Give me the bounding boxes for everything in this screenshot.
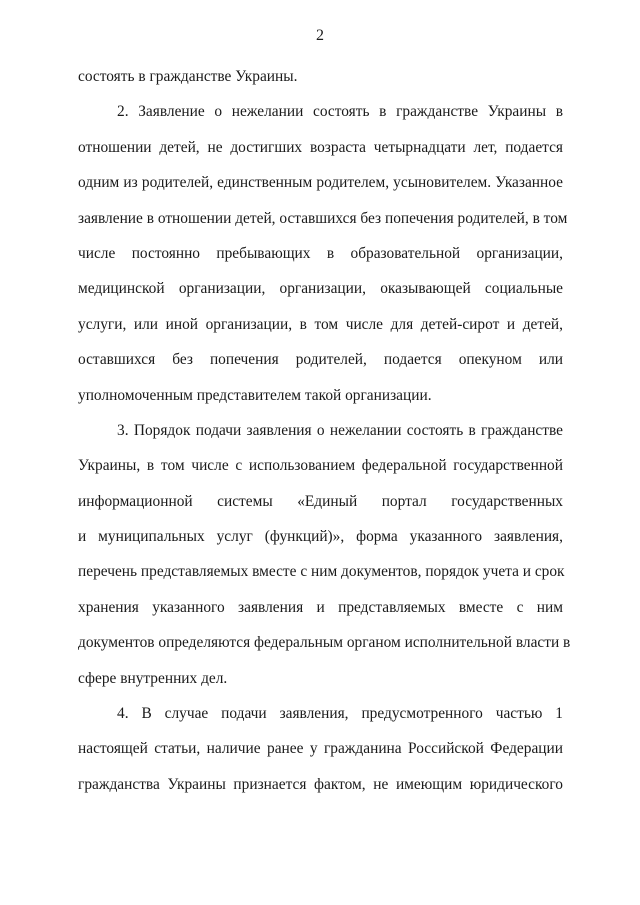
document-body (78, 68, 571, 811)
paragraph-2 (78, 103, 568, 422)
page-number: 2 (316, 27, 324, 44)
text-line: информационной системы «Единый портал государственных (78, 492, 563, 510)
text-line: документов определяются федеральным органом исполнительной власти в (78, 634, 571, 652)
paragraph-4 (78, 705, 563, 811)
text-line: состоять в гражданстве Украины. (78, 68, 298, 85)
text-line: услуги, или иной организации, в том числе для детей-сирот и детей, (78, 315, 563, 333)
text-line: сфере внутренних дел. (78, 669, 228, 687)
text-line: перечень представляемых вместе с ним документов, порядок учета и срок (78, 563, 565, 581)
text-line: оставшихся без попечения родителей, подается опекуном или (78, 351, 563, 369)
text-line: отношении детей, не достигших возраста четырнадцати лет, подается (78, 138, 563, 156)
text-line: уполномоченным представителем такой организации. (78, 386, 432, 404)
text-line: одним из родителей, единственным родителем, усыновителем. Указанное (78, 174, 563, 192)
text-line: медицинской организации, организации, оказывающей социальные (78, 280, 563, 298)
text-line: Украины, в том числе с использованием федеральной государственной (78, 457, 563, 475)
text-line: заявление в отношении детей, оставшихся без попечения родителей, в том (78, 209, 568, 227)
text-line: хранения указанного заявления и представляемых вместе с ним (78, 598, 563, 616)
text-line: числе постоянно пребывающих в образовательной организации, (78, 244, 563, 262)
text-line: настоящей статьи, наличие ранее у гражданина Российской Федерации (78, 740, 563, 758)
paragraph-1 (78, 68, 563, 103)
text-line: 4. В случае подачи заявления, предусмотренного частью 1 (117, 705, 563, 723)
text-line: 2. Заявление о нежелании состоять в гражданстве Украины в (117, 103, 563, 121)
text-line: 3. Порядок подачи заявления о нежелании состоять в гражданстве (117, 421, 563, 439)
text-line: и муниципальных услуг (функций)», форма указанного заявления, (78, 528, 563, 546)
paragraph-3 (78, 421, 571, 705)
text-line: гражданства Украины признается фактом, не имеющим юридического (78, 775, 563, 793)
